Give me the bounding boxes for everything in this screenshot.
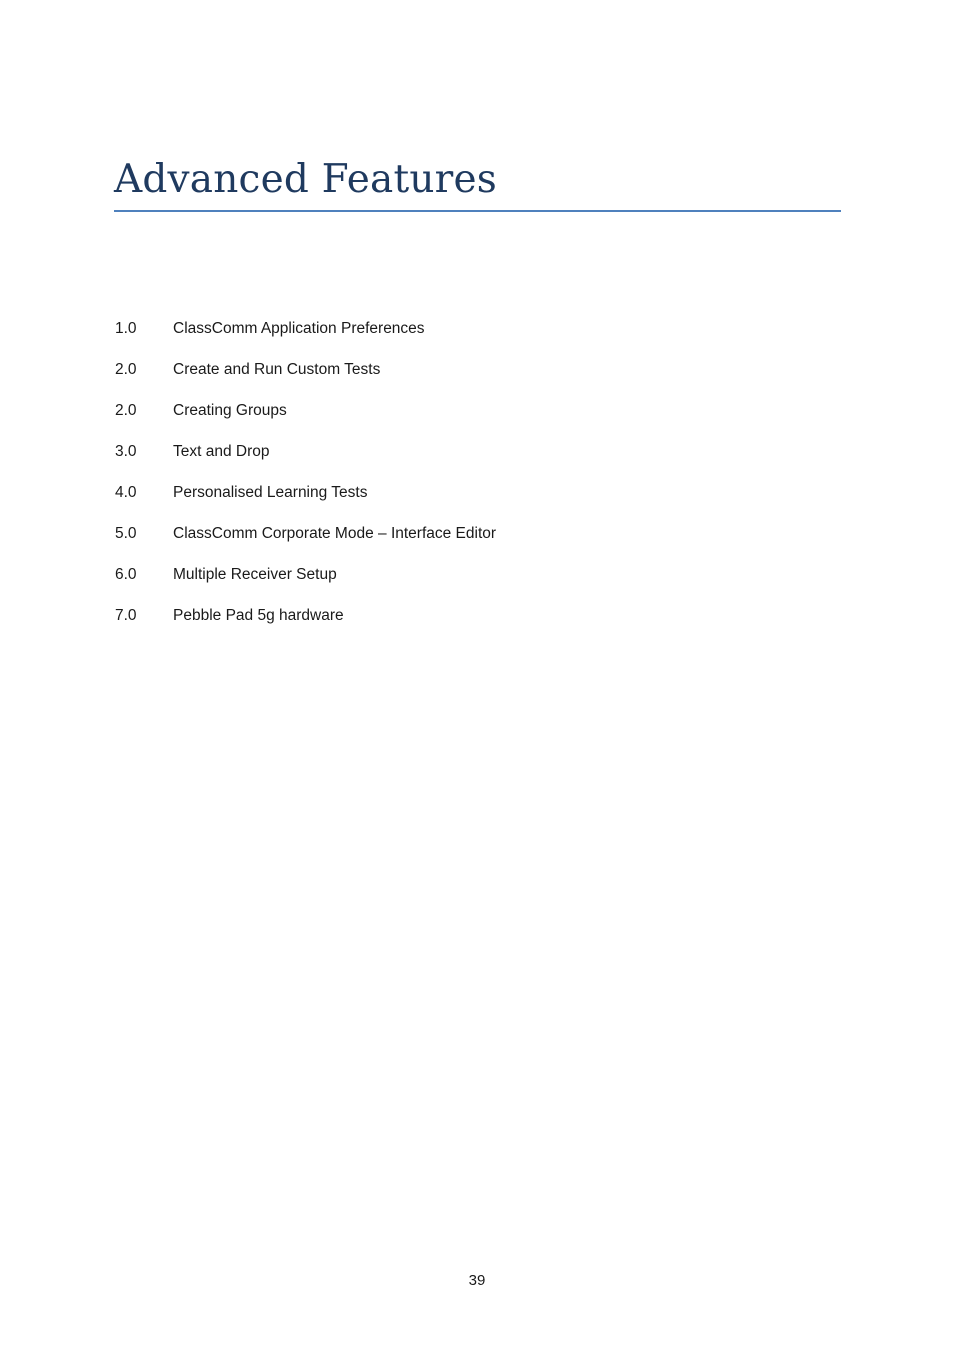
toc-item-number: 5.0	[115, 525, 137, 542]
toc-item-label: Text and Drop	[173, 443, 270, 460]
toc-item	[115, 522, 496, 563]
toc-item	[115, 399, 496, 440]
toc-item	[115, 440, 496, 481]
toc-item-label: Create and Run Custom Tests	[173, 361, 381, 378]
toc-item	[115, 481, 496, 522]
toc-item-label: Creating Groups	[173, 402, 287, 419]
page-number: 39	[468, 1272, 486, 1289]
toc-item-number: 7.0	[115, 607, 137, 624]
title-underline	[114, 210, 841, 212]
toc-item-number: 3.0	[115, 443, 137, 460]
toc-item-label: ClassComm Corporate Mode – Interface Editor	[173, 525, 497, 542]
page-title: Advanced Features	[114, 157, 498, 202]
toc-item-label: Personalised Learning Tests	[173, 484, 368, 501]
toc-item-number: 2.0	[115, 361, 137, 378]
table-of-contents	[115, 317, 496, 645]
toc-item-label: Pebble Pad 5g hardware	[173, 607, 344, 624]
toc-item	[115, 604, 496, 645]
toc-item-number: 4.0	[115, 484, 137, 501]
toc-item-number: 1.0	[115, 320, 137, 337]
toc-item-label: Multiple Receiver Setup	[173, 566, 337, 583]
toc-item	[115, 317, 496, 358]
toc-item	[115, 563, 496, 604]
toc-item-number: 6.0	[115, 566, 137, 583]
toc-item-label: ClassComm Application Preferences	[173, 320, 425, 337]
toc-item-number: 2.0	[115, 402, 137, 419]
toc-item	[115, 358, 496, 399]
